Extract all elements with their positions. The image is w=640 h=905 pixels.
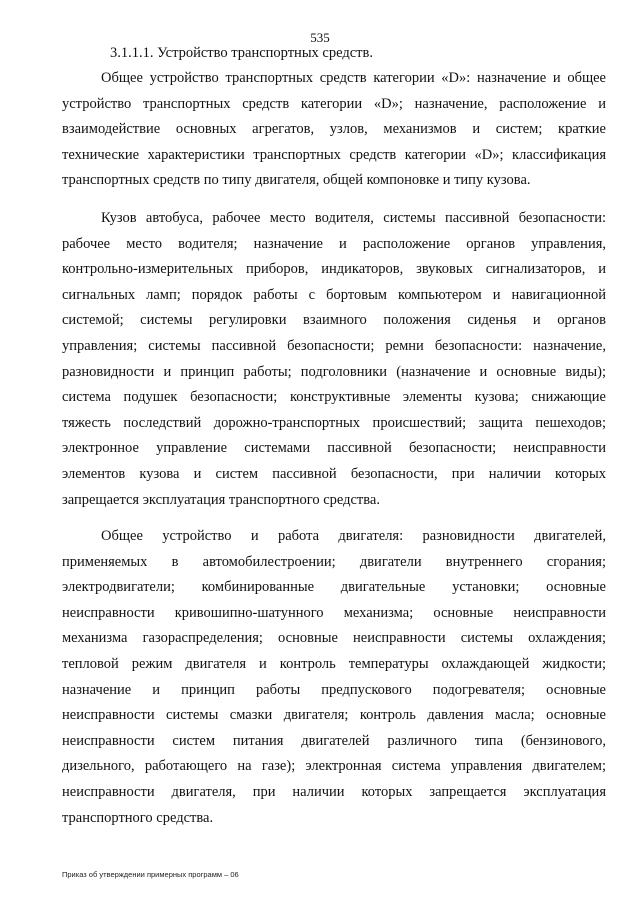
footer-note: Приказ об утверждении примерных программ – 06	[62, 870, 239, 879]
text-line: устройство транспортных средств категории «D»; назначение, расположение и	[62, 95, 606, 112]
text-line: тяжесть последствий дорожно-транспортных происшествий; защита пешеходов;	[62, 414, 606, 431]
text-line: технические характеристики транспортных средств категории «D»; классификация	[62, 146, 606, 163]
section-heading: 3.1.1.1. Устройство транспортных средств.	[110, 45, 373, 61]
paragraph-3	[62, 524, 606, 831]
text-line: неисправности систем питания двигателей различного типа (бензинового,	[62, 732, 606, 749]
paragraph-2	[62, 206, 606, 513]
text-line: система подушек безопасности; конструктивные элементы кузова; снижающие	[62, 389, 606, 406]
text-line: системой; системы регулировки взаимного положения сиденья и органов	[62, 312, 606, 329]
text-line: транспортных средств по типу двигателя, общей компоновке и типу кузова.	[62, 172, 531, 189]
page-number: 535	[310, 30, 330, 45]
paragraph-1	[62, 66, 606, 194]
text-line: взаимодействие основных агрегатов, узлов, механизмов и систем; краткие	[62, 121, 606, 138]
text-line: электродвигатели; комбинированные двигательные установки; основные	[62, 579, 606, 596]
text-line: сигнальных ламп; порядок работы с бортовым компьютером и навигационной	[62, 286, 606, 303]
text-line: применяемых в автомобилестроении; двигатели внутреннего сгорания;	[62, 553, 606, 570]
text-line: транспортного средства.	[62, 809, 214, 826]
text-line: неисправности кривошипно-шатунного механизма; основные неисправности	[62, 604, 606, 621]
text-line: разновидности и принцип работы; подголовники (назначение и основные виды);	[62, 363, 606, 380]
text-line: назначение и принцип работы предпускового подогревателя; основные	[62, 681, 606, 698]
text-line: дизельного, работающего на газе); электронная система управления двигателем;	[62, 758, 606, 775]
text-line: тепловой режим двигателя и контроль температуры охлаждающей жидкости;	[62, 655, 606, 672]
text-line: Общее устройство транспортных средств категории «D»: назначение и общее	[101, 70, 606, 86]
text-line: электронное управление системами пассивной безопасности; неисправности	[62, 440, 606, 457]
text-line: неисправности системы смазки двигателя; контроль давления масла; основные	[62, 707, 606, 724]
text-line: управления; системы пассивной безопасности; ремни безопасности: назначение,	[62, 337, 606, 354]
text-line: рабочее место водителя; назначение и расположение органов управления,	[62, 235, 606, 252]
text-line: Общее устройство и работа двигателя: разновидности двигателей,	[101, 528, 606, 544]
text-line: элементов кузова и систем пассивной безопасности, при наличии которых	[62, 465, 606, 482]
text-line: запрещается эксплуатация транспортного средства.	[62, 491, 380, 508]
text-line: неисправности двигателя, при наличии которых запрещается эксплуатация	[62, 783, 606, 800]
text-line: механизма газораспределения; основные неисправности системы охлаждения;	[62, 630, 606, 647]
text-line: контрольно-измерительных приборов, индикаторов, звуковых сигнализаторов, и	[62, 261, 606, 278]
text-line: Кузов автобуса, рабочее место водителя, системы пассивной безопасности:	[101, 210, 606, 226]
